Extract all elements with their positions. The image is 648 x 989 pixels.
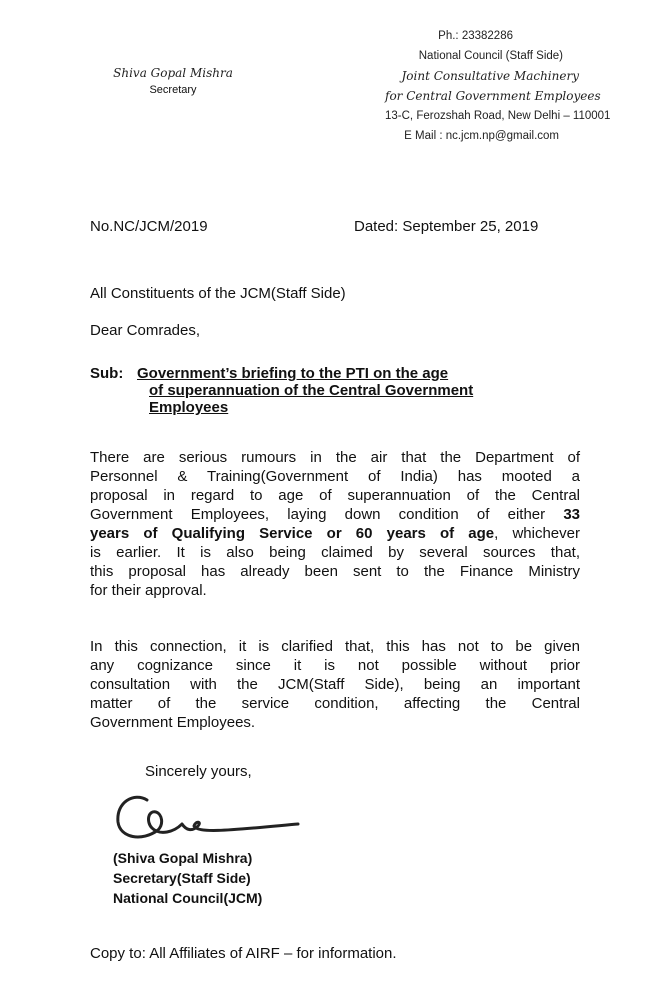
letterhead-email: E Mail : nc.jcm.np@gmail.com (404, 130, 559, 142)
p1-line-4b: 33 (563, 506, 580, 523)
letterhead-phone: Ph.: 23382286 (438, 30, 513, 42)
p1-line-7: this proposal has already been sent to the Finance Ministry (90, 563, 580, 580)
signatory-block (113, 848, 262, 908)
signature-scribble (112, 788, 302, 848)
signatory-title: Secretary(Staff Side) (113, 870, 251, 886)
paragraph-1 (90, 448, 580, 600)
p1-line-5a: years of Qualifying Service or 60 years of age (90, 525, 495, 542)
p2-line-1: In this connection, it is clarified that, this has not to be given (90, 638, 580, 655)
letterhead-machinery: Joint Consultative Machinery (401, 69, 579, 83)
p1-line-4 (90, 505, 580, 524)
recipient: All Constituents of the JCM(Staff Side) (90, 285, 346, 302)
letterhead-employees: for Central Government Employees (385, 89, 601, 103)
signature (112, 788, 302, 853)
letterhead-right (385, 26, 611, 146)
letterhead-title: Secretary (149, 84, 197, 96)
signatory-name: (Shiva Gopal Mishra) (113, 850, 253, 866)
letterhead-council: National Council (Staff Side) (418, 50, 563, 62)
letterhead-address: 13-C, Ferozshah Road, New Delhi – 110001 (385, 110, 611, 122)
subject-text (137, 365, 537, 416)
closing: Sincerely yours, (145, 763, 252, 780)
subject-line-3: Employees (149, 399, 229, 416)
copy-to: Copy to: All Affiliates of AIRF – for information. (90, 945, 397, 962)
p1-line-4a: Government Employees, laying down condition of either (90, 506, 564, 523)
p1-line-1: There are serious rumours in the air that the Department of (90, 449, 580, 466)
paragraph-2 (90, 637, 580, 732)
p1-line-2: Personnel & Training(Government of India) has mooted a (90, 468, 580, 485)
subject-line-2: of superannuation of the Central Government (149, 382, 474, 399)
p1-line-3: proposal in regard to age of superannuation of the Central (90, 487, 580, 504)
letter-date: Dated: September 25, 2019 (354, 218, 539, 235)
p1-line-5b: , whichever (494, 525, 580, 542)
subject-line-1: Government’s briefing to the PTI on the age (137, 365, 449, 382)
reference-number: No.NC/JCM/2019 (90, 218, 208, 235)
signatory-org: National Council(JCM) (113, 890, 263, 906)
letterhead-name: Shiva Gopal Mishra (113, 66, 233, 80)
letterhead-left (98, 66, 248, 96)
p2-line-4: matter of the service condition, affecting the Central (90, 695, 580, 712)
p1-line-6: is earlier. It is also being claimed by several sources that, (90, 544, 580, 561)
subject-label: Sub: (90, 365, 124, 382)
p1-line-5 (90, 524, 580, 543)
p2-line-3: consultation with the JCM(Staff Side), being an important (90, 676, 580, 693)
p2-line-5: Government Employees. (90, 714, 256, 731)
salutation: Dear Comrades, (90, 322, 201, 339)
p1-line-8: for their approval. (90, 582, 207, 599)
p2-line-2: any cognizance since it is not possible without prior (90, 657, 580, 674)
